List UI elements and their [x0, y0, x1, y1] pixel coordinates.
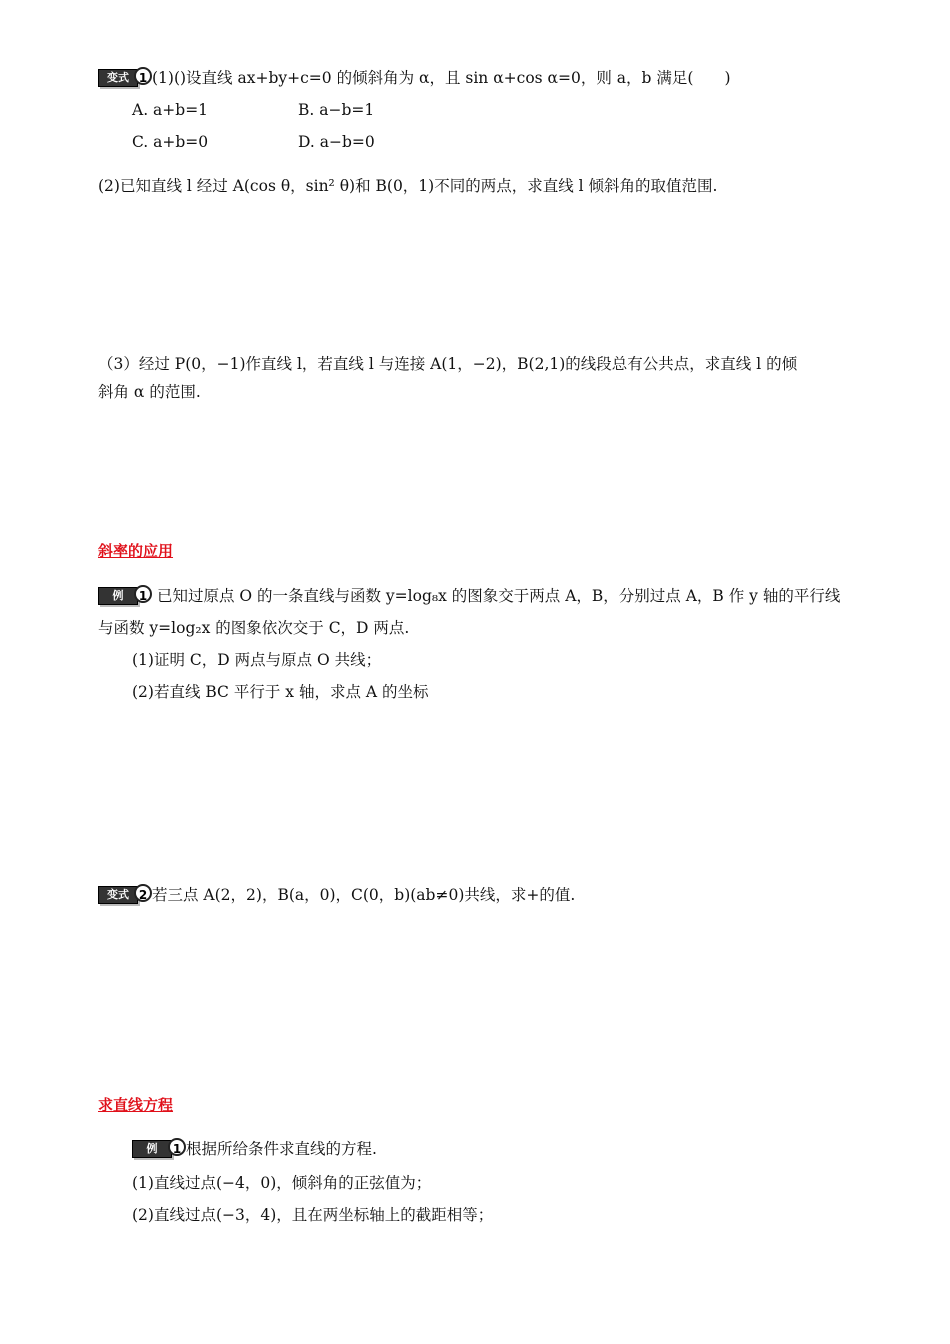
- section-heading-line-equation: 求直线方程: [98, 1096, 174, 1114]
- variant-badge-label: 变式: [98, 886, 138, 904]
- option-d: D. a−b=0: [298, 133, 375, 151]
- variant-badge-number: 2: [134, 884, 152, 902]
- line-eq-subquestion2: (2)直线过点(−3，4)，且在两坐标轴上的截距相等；: [132, 1206, 494, 1224]
- slope-example-text: 已知过原点 O 的一条直线与函数 y=log₈x 的图象交于两点 A，B，分别过点 A，B 作 y 轴的平行线: [156, 587, 841, 605]
- variant-badge: [98, 67, 150, 87]
- slope-example-line1: [98, 585, 840, 607]
- slope-example-line2: 与函数 y=log₂x 的图象依次交于 C，D 两点.: [98, 619, 410, 637]
- variant1-question2: (2)已知直线 l 经过 A(cos θ，sin² θ)和 B(0，1)不同的两点，求直线 l 倾斜角的取值范围.: [98, 177, 718, 195]
- line-eq-example-line1: [132, 1138, 377, 1160]
- variant2-question: [98, 884, 575, 906]
- example-badge: [132, 1138, 184, 1158]
- slope-subquestion2: (2)若直线 BC 平行于 x 轴，求点 A 的坐标: [132, 683, 429, 701]
- variant1-question3-line2: 斜角 α 的范围.: [98, 383, 201, 401]
- line-eq-subquestion1: (1)直线过点(−4，0)，倾斜角的正弦值为；: [132, 1174, 432, 1192]
- option-c: C. a+b=0: [132, 133, 209, 151]
- option-b: B. a−b=1: [298, 101, 375, 119]
- example-badge-number: 1: [134, 585, 152, 603]
- variant1-question3-line1: （3）经过 P(0，−1)作直线 l，若直线 l 与连接 A(1，−2)，B(2,1)的线段总有公共点，求直线 l 的倾: [98, 355, 798, 373]
- example-badge-label: 例: [132, 1140, 172, 1158]
- option-a: A. a+b=1: [132, 101, 209, 119]
- section-heading-slope: 斜率的应用: [98, 542, 174, 560]
- variant2-text: 若三点 A(2，2)，B(a，0)，C(0，b)(ab≠0)共线，求+的值.: [152, 886, 576, 904]
- example-badge-label: 例: [98, 587, 138, 605]
- variant-badge: [98, 884, 150, 904]
- line-eq-example-text: 根据所给条件求直线的方程.: [186, 1140, 377, 1158]
- slope-subquestion1: (1)证明 C，D 两点与原点 O 共线；: [132, 651, 382, 669]
- example-badge: [98, 585, 150, 605]
- variant-badge-label: 变式: [98, 69, 138, 87]
- question1-text: (1)()设直线 ax+by+c=0 的倾斜角为 α，且 sin α+cos α=0，则 a，b 满足( ): [152, 69, 731, 87]
- variant1-question1: [98, 67, 731, 89]
- example-badge-number: 1: [168, 1138, 186, 1156]
- variant-badge-number: 1: [134, 67, 152, 85]
